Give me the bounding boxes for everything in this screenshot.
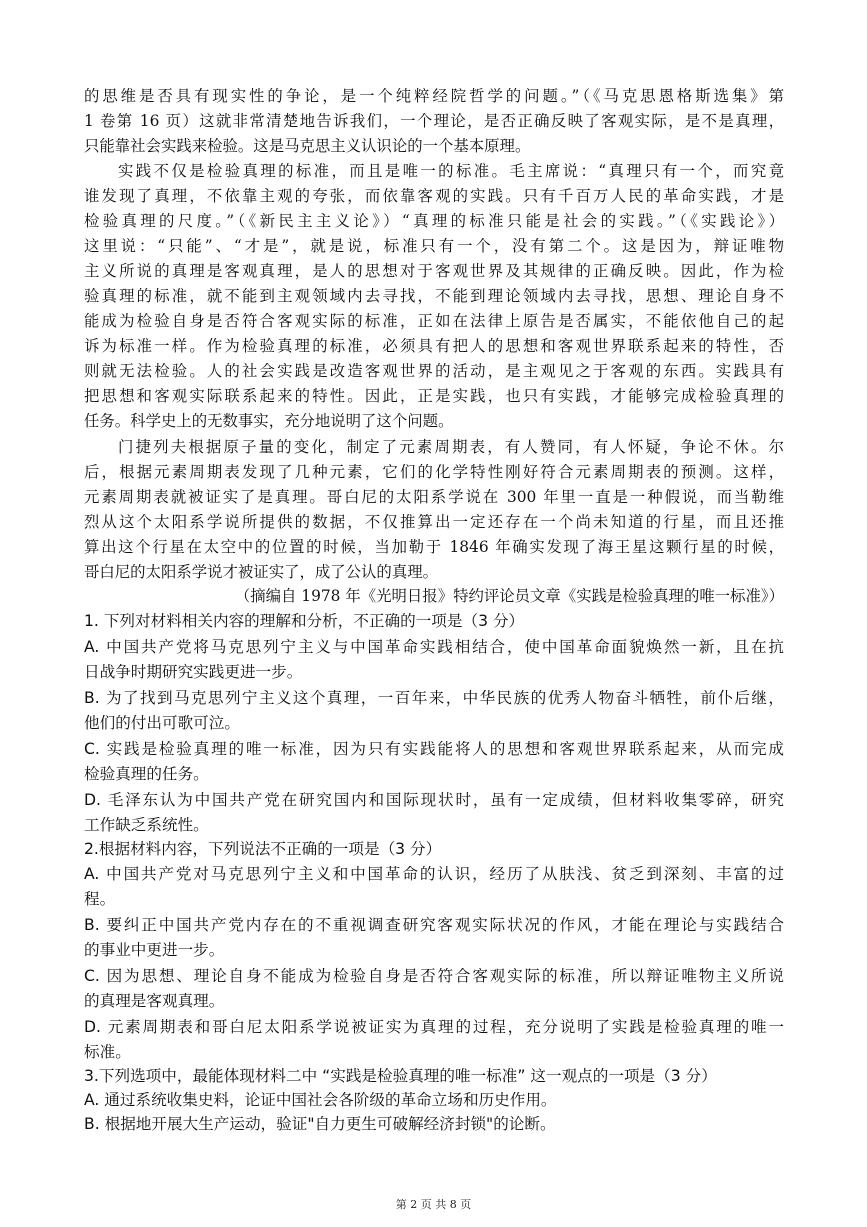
question-2-option-d-cont: 标准。 [84,1043,131,1061]
passage-line: 主义所说的真理是客观真理，是人的思想对于客观世界及其规律的正确反映。因此，作为检 [84,262,784,280]
question-2-stem: 2.根据材料内容，下列说法不正确的一项是（3 分） [84,840,442,858]
passage-paragraph-start: 门捷列夫根据原子量的变化，制定了元素周期表，有人赞同，有人怀疑，争论不休。尔 [118,438,784,456]
question-3-option-a: A. 通过系统收集史料，论证中国社会各阶级的革命立场和历史作用。 [84,1091,557,1109]
passage-line: 验真理的标准，就不能到主观领域内去寻找，不能到理论领域内去寻找，思想、理论自身不 [84,287,784,305]
question-2-option-d: D. 元素周期表和哥白尼太阳系学说被证实为真理的过程，充分说明了实践是检验真理的唯一 [84,1018,784,1036]
passage-line: 能成为检验自身是否符合客观实际的标准，正如在法律上原告是否属实，不能依他自己的起 [84,312,784,330]
passage-line: 检验真理的尺度。”（《新民主主义论》）“真理的标准只能是社会的实践。”（《实践论》） [84,212,784,230]
passage-line: 的思维是否具有现实性的争论，是一个纯粹经院哲学的问题。”（《马克思恩格斯选集》第 [84,87,784,105]
passage-line: 算出这个行星在太空中的位置的时候，当加勒于 1846 年确实发现了海王星这颗行星的时候， [84,538,784,556]
passage-line: 这里说：“只能”、“才是”，就是说，标准只有一个，没有第二个。这是因为，辩证唯物 [84,237,784,255]
passage-line: 诉为标准一样。作为检验真理的标准，必须具有把人的思想和客观世界联系起来的特性，否 [84,337,784,355]
question-3-option-b: B. 根据地开展大生产运动，验证"自力更生可破解经济封锁"的论断。 [84,1115,556,1133]
question-3-stem: 3.下列选项中，最能体现材料二中 “实践是检验真理的唯一标准” 这一观点的一项是（3 分） [84,1067,717,1085]
question-2-option-b-cont: 的事业中更进一步。 [84,941,225,959]
passage-line: 任务。科学史上的无数事实，充分地说明了这个问题。 [84,412,454,430]
question-2-option-a: A. 中国共产党对马克思列宁主义和中国革命的认识，经历了从肤浅、贫乏到深刻、丰富的过 [84,865,784,883]
passage-line: 则就无法检验。人的社会实践是改造客观世界的活动，是主观见之于客观的东西。实践具有 [84,362,784,380]
passage-line: 把思想和客观实际联系起来的特性。因此，正是实践，也只有实践，才能够完成检验真理的 [84,387,784,405]
question-1-option-c: C. 实践是检验真理的唯一标准，因为只有实践能将人的思想和客观世界联系起来，从而完成 [84,740,784,758]
question-1-stem: 1. 下列对材料相关内容的理解和分析，不正确的一项是（3 分） [84,612,525,630]
question-2-option-c: C. 因为思想、理论自身不能成为检验自身是否符合客观实际的标准，所以辩证唯物主义所说 [84,967,784,985]
question-1-option-a: A. 中国共产党将马克思列宁主义与中国革命实践相结合，使中国革命面貌焕然一新，且在抗 [84,638,784,656]
question-1-option-d-cont: 工作缺乏系统性。 [84,816,209,834]
source-citation: （摘编自 1978 年《光明日报》特约评论员文章《实践是检验真理的唯一标准》） [234,587,784,605]
question-2-option-b: B. 要纠正中国共产党内存在的不重视调查研究客观实际状况的作风，才能在理论与实践结合 [84,916,784,934]
passage-line: 只能靠社会实践来检验。这是马克思主义认识论的一个基本原理。 [84,137,531,155]
passage-line: 哥白尼的太阳系学说才被证实了，成了公认的真理。 [84,563,438,581]
question-2-option-a-cont: 程。 [84,890,116,908]
passage-line: 谁发现了真理，不依靠主观的夸张，而依靠客观的实践。只有千百万人民的革命实践，才是 [84,187,784,205]
question-1-option-b-cont: 他们的付出可歌可泣。 [84,714,240,732]
question-1-option-d: D. 毛泽东认为中国共产党在研究国内和国际现状时，虽有一定成绩，但材料收集零碎，研究 [84,791,784,809]
passage-line: 1 卷第 16 页）这就非常清楚地告诉我们，一个理论，是否正确反映了客观实际，是不是真理， [84,112,784,130]
passage-paragraph-start: 实践不仅是检验真理的标准，而且是唯一的标准。毛主席说：“真理只有一个，而究竟 [118,162,784,180]
passage-line: 后，根据元素周期表发现了几种元素，它们的化学特性刚好符合元素周期表的预测。这样， [84,463,784,481]
question-1-option-a-cont: 日战争时期研究实践更进一步。 [84,663,303,681]
page-footer: 第 2 页 共 8 页 [395,1198,472,1211]
passage-line: 元素周期表就被证实了是真理。哥白尼的太阳系学说在 300 年里一直是一种假说，而当勒维 [84,488,784,506]
question-2-option-c-cont: 的真理是客观真理。 [84,992,225,1010]
passage-line: 烈从这个太阳系学说所提供的数据，不仅推算出一定还存在一个尚未知道的行星，而且还推 [84,513,784,531]
question-1-option-b: B. 为了找到马克思列宁主义这个真理，一百年来，中华民族的优秀人物奋斗牺牲，前仆后继， [84,689,784,707]
question-1-option-c-cont: 检验真理的任务。 [84,765,209,783]
